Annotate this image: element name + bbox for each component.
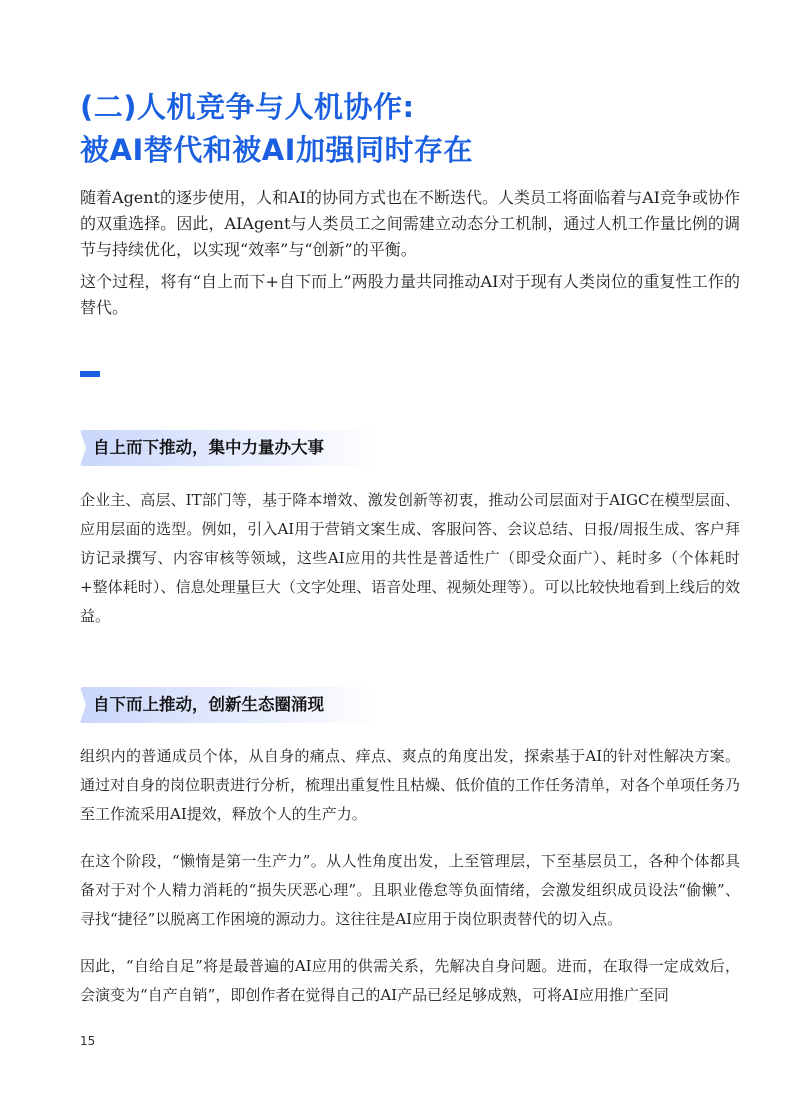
intro-section — [80, 185, 740, 327]
section-2-paragraph-1: 组织内的普通成员个体，从自身的痛点、痒点、爽点的角度出发，探索基于AI的针对性解决方案。通过对自身的岗位职责进行分析，梳理出重复性且枯燥、低价值的工作任务清单，对各个单项任务乃至工作流采用AI提效，释放个人的生产力。 — [80, 747, 741, 823]
section-1-paragraph-1: 企业主、高层、IT部门等，基于降本增效、激发创新等初衷，推动公司层面对于AIGC在模型层面、应用层面的选型。例如，引入AI用于营销文案生成、客服问答、会议总结、日报/周报生成、客户拜访记录撰写、内容审核等领域，这些AI应用的共性是普适性广（即受众面广）、耗时多（个体耗时+整体耗时）、信息处理量巨大（文字处理、语音处理、视频处理等）。可以比较快地看到上线后的效益。 — [80, 491, 740, 625]
section-2-paragraph-3: 因此，“自给自足”将是最普遍的AI应用的供需关系，先解决自身问题。进而，在取得一定成效后，会演变为“自产自销”，即创作者在觉得自己的AI产品已经足够成熟，可将AI应用推广至同 — [80, 957, 740, 1004]
section-1-heading-bar — [80, 430, 380, 466]
page-number: 15 — [80, 1034, 96, 1048]
page-title — [80, 86, 473, 172]
heading-bar-notch — [80, 687, 86, 723]
section-1-body — [80, 486, 740, 631]
heading-bar-notch — [80, 430, 86, 466]
section-1-heading: 自上而下推动，集中力量办大事 — [93, 438, 324, 457]
title-line-2: 被AI替代和被AI加强同时存在 — [80, 133, 473, 167]
intro-paragraph-2: 这个过程，将有“自上而下+自下而上”两股力量共同推动AI对于现有人类岗位的重复性工作的替代。 — [80, 272, 740, 317]
title-line-1: (二)人机竞争与人机协作: — [80, 90, 415, 124]
section-2-paragraph-2: 在这个阶段，“懒惰是第一生产力”。从人性角度出发，上至管理层，下至基层员工，各种个体都具备对于对个人精力消耗的“损失厌恶心理”。且职业倦怠等负面情绪，会激发组织成员设法“偷懒”、寻找“捷径”以脱离工作困境的源动力。这往往是AI应用于岗位职责替代的切入点。 — [80, 852, 740, 928]
section-2-body — [80, 742, 740, 1010]
section-2-heading-bar — [80, 687, 380, 723]
intro-paragraph-1: 随着Agent的逐步使用，人和AI的协同方式也在不断迭代。人类员工将面临着与AI竞争或协作的双重选择。因此，AIAgent与人类员工之间需建立动态分工机制，通过人机工作量比例的调节与持续优化，以实现“效率”与“创新”的平衡。 — [80, 188, 740, 259]
section-divider-mark — [80, 371, 100, 377]
section-2-heading: 自下而上推动，创新生态圈涌现 — [93, 695, 324, 714]
